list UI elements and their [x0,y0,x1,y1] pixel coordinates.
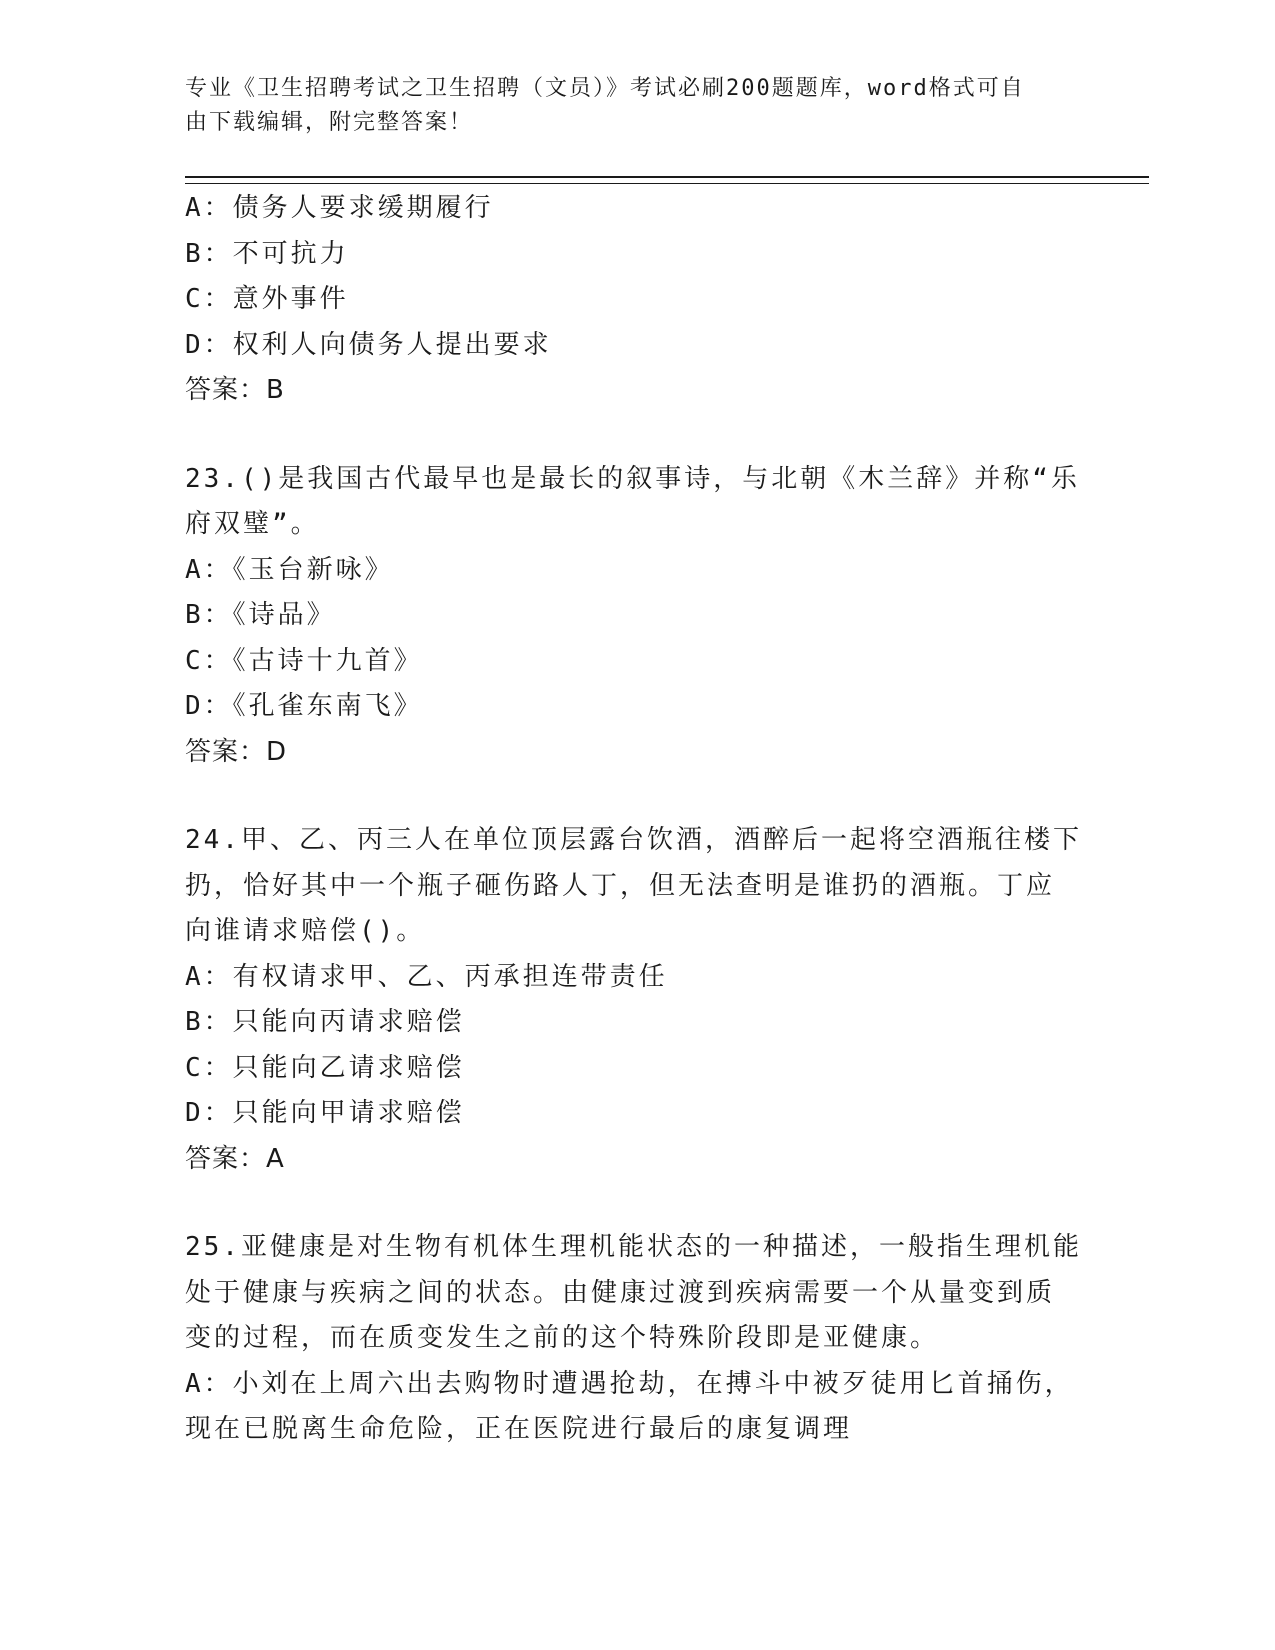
answer-line: 答案：B [185,375,285,405]
option-a: A：小刘在上周六出去购物时遭遇抢劫，在搏斗中被歹徒用匕首捅伤， [185,1368,1074,1399]
header-title-line-1: 专业《卫生招聘考试之卫生招聘（文员）》考试必刷200题题库，word格式可自 [185,76,1025,101]
option-a: A：债务人要求缓期履行 [185,193,494,223]
question-24-block [185,818,1082,1182]
question-stem-line: 24.甲、乙、丙三人在单位顶层露台饮酒，酒醉后一起将空酒瓶往楼下 [185,825,1082,855]
document-header [185,72,1065,140]
question-stem-line: 变的过程，而在质变发生之前的这个特殊阶段即是亚健康。 [185,1323,940,1353]
option-a: A：有权请求甲、乙、丙承担连带责任 [185,961,668,992]
header-divider [185,176,1149,184]
question-stem-line: 向谁请求赔偿()。 [185,916,426,946]
option-c: C：意外事件 [185,284,349,314]
question-22-block [185,186,1075,414]
option-b: B：只能向丙请求赔偿 [185,1007,465,1037]
document-body [185,186,1082,1453]
question-stem-line: 府双璧”。 [185,509,320,539]
header-title-line-2: 由下载编辑，附完整答案！ [185,110,474,135]
question-stem-line: 处于健康与疾病之间的状态。由健康过渡到疾病需要一个从量变到质 [185,1277,1056,1308]
question-stem-line: 25.亚健康是对生物有机体生理机能状态的一种描述，一般指生理机能 [185,1232,1082,1262]
spacer [185,1182,1075,1225]
option-a: A：《玉台新咏》 [185,554,394,585]
option-b: B：《诗品》 [185,600,336,630]
question-25-block [185,1225,1082,1453]
question-23-block [185,457,1080,776]
spacer [185,414,1075,457]
spacer [185,775,1075,818]
option-c: C：只能向乙请求赔偿 [185,1052,465,1083]
question-stem-line: 23.()是我国古代最早也是最长的叙事诗，与北朝《木兰辞》并称“乐 [185,463,1080,494]
option-c: C：《古诗十九首》 [185,645,423,676]
option-d: D：《孔雀东南飞》 [185,691,423,721]
option-a-continued: 现在已脱离生命危险，正在医院进行最后的康复调理 [185,1414,853,1444]
answer-line: 答案：A [185,1143,285,1174]
answer-line: 答案：D [185,736,288,767]
option-d: D：权利人向债务人提出要求 [185,329,552,360]
question-stem-line: 扔，恰好其中一个瓶子砸伤路人丁，但无法查明是谁扔的酒瓶。丁应 [185,870,1056,901]
option-b: B：不可抗力 [185,238,349,269]
option-d: D：只能向甲请求赔偿 [185,1098,465,1128]
